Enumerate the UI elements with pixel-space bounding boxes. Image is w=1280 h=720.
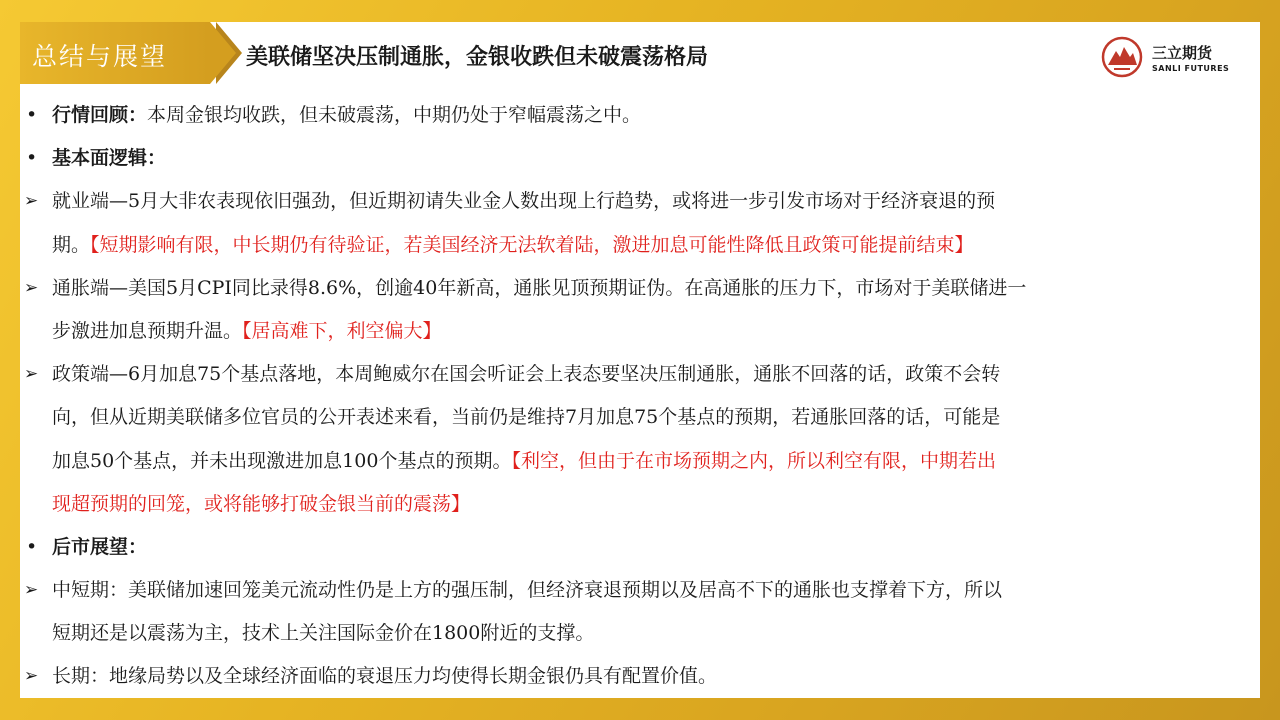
employment-line-2 bbox=[20, 224, 1260, 267]
fundamentals-label: 基本面逻辑： bbox=[52, 147, 167, 170]
slide-header bbox=[20, 22, 1260, 84]
section-tab-arrow bbox=[210, 22, 236, 84]
inflation-line-1 bbox=[20, 267, 1260, 310]
policy-highlight: 【利空，但由于在市场预期之内，所以利空有限，中期若出 bbox=[511, 449, 996, 472]
inflation-highlight: 【居高难下，利空偏大】 bbox=[242, 319, 442, 342]
slide bbox=[20, 22, 1260, 698]
outlook-label: 后市展望： bbox=[52, 535, 148, 558]
bullet-dot: • bbox=[26, 535, 38, 558]
page-title: 美联储坚决压制通胀，金银收跌但未破震荡格局 bbox=[246, 45, 709, 70]
policy-line-4 bbox=[20, 483, 1260, 526]
policy-highlight-cont: 现超预期的回笼，或将能够打破金银当前的震荡】 bbox=[52, 492, 471, 515]
policy-line-3 bbox=[20, 440, 1260, 483]
market-review-text: 本周金银均收跌，但未破震荡，中期仍处于窄幅震荡之中。 bbox=[147, 104, 642, 126]
arrow-bullet-icon: ➢ bbox=[24, 666, 39, 687]
short-term-line-2 bbox=[20, 612, 1260, 655]
long-term-line bbox=[20, 655, 1260, 698]
market-review-label: 行情回顾： bbox=[52, 104, 148, 126]
policy-text: 政策端—6月加息75个基点落地，本周鲍威尔在国会听证会上表态要坚决压制通胀，通胀不回落的话，政策不会转 bbox=[52, 363, 1001, 386]
inflation-line-2 bbox=[20, 310, 1260, 353]
logo-name-cn: 三立期货 bbox=[1152, 44, 1213, 62]
bullet-dot: • bbox=[26, 147, 38, 170]
bullet-dot: • bbox=[26, 104, 38, 126]
arrow-bullet-icon: ➢ bbox=[24, 191, 39, 212]
inflation-text: 通胀端—美国5月CPI同比录得8.6%，创逾40年新高，通胀见顶预期证伪。在高通胀的压力下，市场对于美联储进一 bbox=[52, 276, 1027, 299]
policy-text-cont: 向，但从近期美联储多位官员的公开表述来看，当前仍是维持7月加息75个基点的预期，若通胀回落的话，可能是 bbox=[52, 406, 1001, 429]
policy-line-2 bbox=[20, 396, 1260, 439]
short-term-line-1 bbox=[20, 569, 1260, 612]
inflation-text-cont: 步激进加息预期升温。 bbox=[52, 319, 243, 342]
policy-text-cont-2: 加息50个基点，并未出现激进加息100个基点的预期。 bbox=[52, 449, 512, 472]
long-term-text: 长期：地缘局势以及全球经济面临的衰退压力均使得长期金银仍具有配置价值。 bbox=[52, 665, 718, 688]
arrow-bullet-icon: ➢ bbox=[24, 277, 39, 298]
fundamentals-line bbox=[20, 137, 1260, 180]
short-term-text: 中短期：美联储加速回笼美元流动性仍是上方的强压制，但经济衰退预期以及居高不下的通胀也支撑着下方，所以 bbox=[52, 579, 1003, 602]
policy-line-1 bbox=[20, 353, 1260, 396]
section-title: 总结与展望 bbox=[32, 42, 168, 71]
employment-text-cont: 期。 bbox=[52, 233, 91, 256]
outlook-line bbox=[20, 526, 1260, 569]
short-term-text-cont: 短期还是以震荡为主，技术上关注国际金价在1800附近的支撑。 bbox=[52, 622, 595, 645]
employment-highlight: 【短期影响有限，中长期仍有待验证，若美国经济无法软着陆，激进加息可能性降低且政策可能提前结束】 bbox=[90, 233, 974, 256]
employment-line-1 bbox=[20, 180, 1260, 223]
market-review-line bbox=[20, 94, 1260, 137]
arrow-bullet-icon: ➢ bbox=[24, 580, 39, 601]
logo-name-en: SANLI FUTURES bbox=[1152, 64, 1230, 73]
arrow-bullet-icon: ➢ bbox=[24, 364, 39, 385]
slide-content bbox=[20, 94, 1260, 699]
employment-text: 就业端—5月大非农表现依旧强劲，但近期初请失业金人数出现上行趋势，或将进一步引发市场对于经济衰退的预 bbox=[52, 190, 996, 213]
